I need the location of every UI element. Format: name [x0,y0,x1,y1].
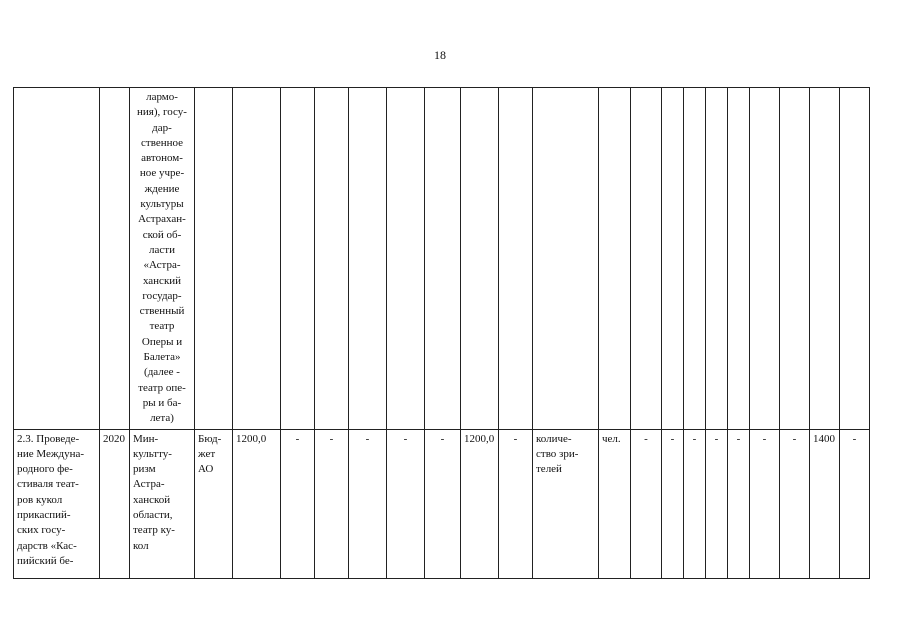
dash-text: - [852,432,857,445]
table-cell [461,88,499,430]
amount-total-text: 1200,0 [236,432,267,445]
dash-cell [750,429,780,578]
dash-cell [349,429,387,578]
dash-text: - [329,432,334,445]
table-cell [840,88,870,430]
table-cell [387,88,425,430]
page-number: 18 [434,48,446,62]
executor-cell [130,429,195,578]
table-cell [684,88,706,430]
table-cell [315,88,349,430]
value-text: 1400 [813,432,835,445]
dash-cell [631,429,662,578]
table-cell [195,88,233,430]
table-cell [533,88,599,430]
table-cell [810,88,840,430]
dash-text: - [365,432,370,445]
table-cell [233,88,281,430]
item-text: 2.3. Проведе- ние Междуна- родного фе- стиваля теат- ров кукол прикаспий- ских госу- дарств «Кас- пийский бе- [17,432,85,567]
value-cell [810,429,840,578]
dash-cell [706,429,728,578]
table-cell [599,88,631,430]
dash-cell [840,429,870,578]
year-text: 2020 [103,432,125,445]
table-cell [14,88,100,430]
dash-text: - [714,432,719,445]
dash-cell [684,429,706,578]
dash-text: - [670,432,675,445]
program-table [13,87,870,579]
dash-text: - [692,432,697,445]
table-cell [706,88,728,430]
organization-text: лармо- ния), госу- дар- ственное автоном- ное учре- ждение культуры Астрахан- ской об- ласти «Астра- ханский государ- ственный театр Оперы и Балета» (далее - театр опе- ры и ба- лета) [137,91,187,425]
dash-text: - [736,432,741,445]
dash-cell [281,429,315,578]
dash-text: - [644,432,648,445]
dash-cell [780,429,810,578]
executor-text: Мин- культту- ризм Астра- ханской области, театр ку- кол [133,432,175,552]
dash-text: - [403,432,408,445]
source-cell [195,429,233,578]
dash-text: - [440,432,445,445]
table-cell [281,88,315,430]
dash-cell [728,429,750,578]
table-cell [631,88,662,430]
indicator-text: количе- ство зри- телей [536,432,579,476]
table-cell [499,88,533,430]
unit-cell [599,429,631,578]
table-cell [750,88,780,430]
year-cell [100,429,130,578]
dash-cell [315,429,349,578]
table-cell [349,88,387,430]
table-row [14,429,870,578]
dash-text: - [513,432,518,445]
table-row [14,88,870,430]
dash-cell [662,429,684,578]
table-cell [100,88,130,430]
table-cell [780,88,810,430]
table-cell [425,88,461,430]
dash-cell [499,429,533,578]
dash-text: - [792,432,797,445]
item-cell [14,429,100,578]
dash-cell [387,429,425,578]
amount-total-cell [233,429,281,578]
source-text: Бюд- жет АО [198,432,222,476]
unit-text: чел. [602,432,621,445]
dash-text: - [762,432,767,445]
amount-year-text: 1200,0 [464,432,495,445]
amount-year-cell [461,429,499,578]
table-cell [662,88,684,430]
dash-text: - [295,432,300,445]
table-cell [728,88,750,430]
organization-cell [130,88,195,430]
dash-cell [425,429,461,578]
indicator-cell [533,429,599,578]
